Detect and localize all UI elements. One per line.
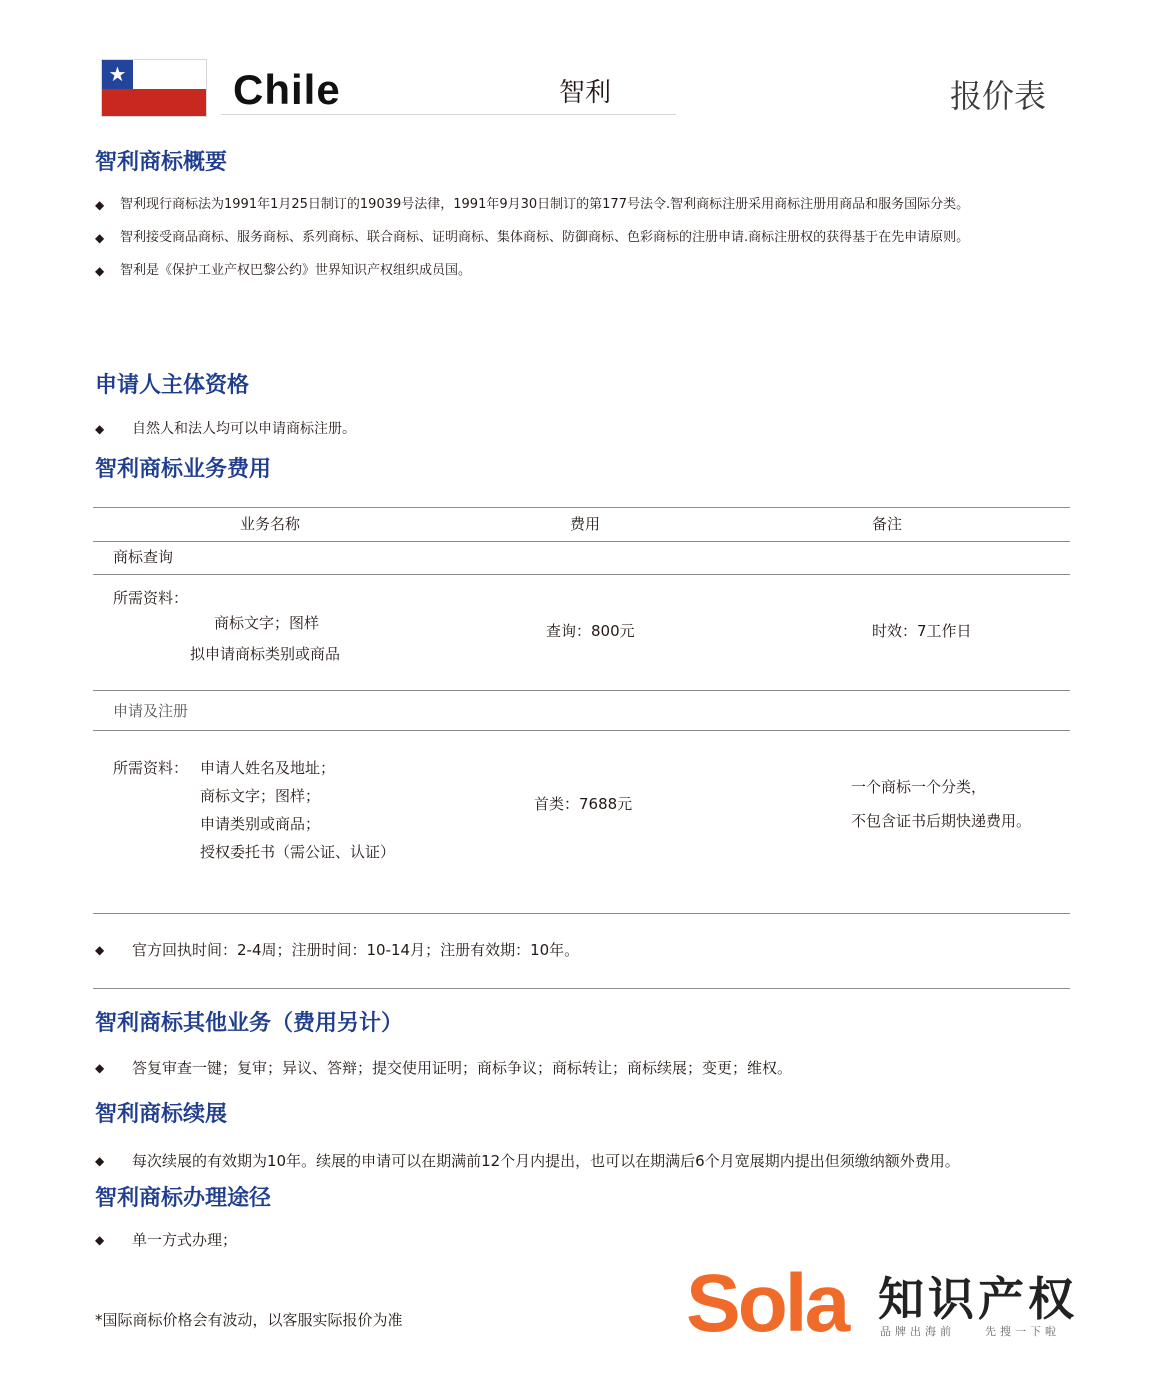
channels-item: 单一方式办理； [132,1231,238,1249]
registration-materials-label: 所需资料： [113,759,189,777]
search-material-item: 拟申请商标类别或商品 [190,645,341,663]
column-header-note: 备注 [871,515,902,533]
overview-item: 智利现行商标法为1991年1月25日制订的19039号法律，1991年9月30日制订的第177号法令.智利商标注册采用商标注册用商品和服务国际分类。 [120,197,970,212]
search-fee: 查询：800元 [546,622,635,640]
header-divider [221,114,676,115]
sola-logo-cn: 知识产权 [878,1272,1078,1326]
bullet-icon: ◆ [95,422,105,436]
registration-note: 不包含证书后期快递费用。 [851,812,1032,830]
registration-note: 一个商标一个分类， [851,778,987,796]
registration-material-item: 商标文字；图样； [200,787,321,805]
logo-slogan-right: 先搜一下啦 [985,1325,1060,1338]
section-title-overview: 智利商标概要 [95,150,228,175]
flag-red-stripe [102,89,206,117]
bullet-icon: ◆ [95,943,105,957]
section-title-renewal: 智利商标续展 [95,1102,228,1127]
table-row-border [93,690,1070,691]
chile-flag [101,59,207,117]
table-top-border [93,507,1070,508]
document-title: 报价表 [950,77,1047,115]
country-name-cn: 智利 [559,78,612,108]
overview-item: 智利是《保护工业产权巴黎公约》世界知识产权组织成员国。 [120,263,472,278]
table-row-border [93,730,1070,731]
column-header-service: 业务名称 [239,515,300,533]
column-header-fee: 费用 [569,515,600,533]
logo-slogan-left: 品牌出海前 [880,1325,955,1338]
bullet-icon: ◆ [95,264,105,278]
service-registration-name: 申请及注册 [113,702,189,720]
section-title-fees: 智利商标业务费用 [95,457,272,482]
bullet-icon: ◆ [95,231,105,245]
registration-material-item: 授权委托书（需公证、认证） [200,843,396,861]
section-title-channels: 智利商标办理途径 [95,1186,272,1211]
search-materials-label: 所需资料： [113,589,189,607]
service-search-name: 商标查询 [113,548,174,566]
flag-star-icon: ★ [108,62,127,86]
section-title-other-services: 智利商标其他业务（费用另计） [95,1011,404,1036]
overview-item: 智利接受商品商标、服务商标、系列商标、联合商标、证明商标、集体商标、防御商标、色彩商标的注册申请.商标注册权的获得基于在先申请原则。 [120,230,970,245]
registration-fee: 首类：7688元 [534,795,633,813]
bullet-icon: ◆ [95,198,105,212]
section-divider [93,988,1070,989]
registration-material-item: 申请人姓名及地址； [200,759,336,777]
section-title-eligibility: 申请人主体资格 [95,373,250,398]
eligibility-item: 自然人和法人均可以申请商标注册。 [132,421,356,437]
other-services-item: 答复审查一键；复审；异议、答辩；提交使用证明；商标争议；商标转让；商标续展；变更；维权。 [132,1059,793,1077]
price-disclaimer: *国际商标价格会有波动，以客服实际报价为准 [95,1311,403,1329]
search-material-item: 商标文字；图样 [214,614,320,632]
bullet-icon: ◆ [95,1061,105,1075]
table-bottom-border [93,913,1070,914]
bullet-icon: ◆ [95,1154,105,1168]
table-header-border [93,541,1070,542]
sola-logo-text: Sola [686,1258,848,1349]
renewal-item: 每次续展的有效期为10年。续展的申请可以在期满前12个月内提出，也可以在期满后6个月宽展期内提出但须缴纳额外费用。 [132,1152,960,1170]
table-row-border [93,574,1070,575]
search-note: 时效：7工作日 [872,622,972,640]
country-name-en: Chile [233,66,341,113]
registration-material-item: 申请类别或商品； [200,815,321,833]
timeline-text: 官方回执时间：2-4周；注册时间：10-14月；注册有效期：10年。 [132,941,580,959]
bullet-icon: ◆ [95,1233,105,1247]
